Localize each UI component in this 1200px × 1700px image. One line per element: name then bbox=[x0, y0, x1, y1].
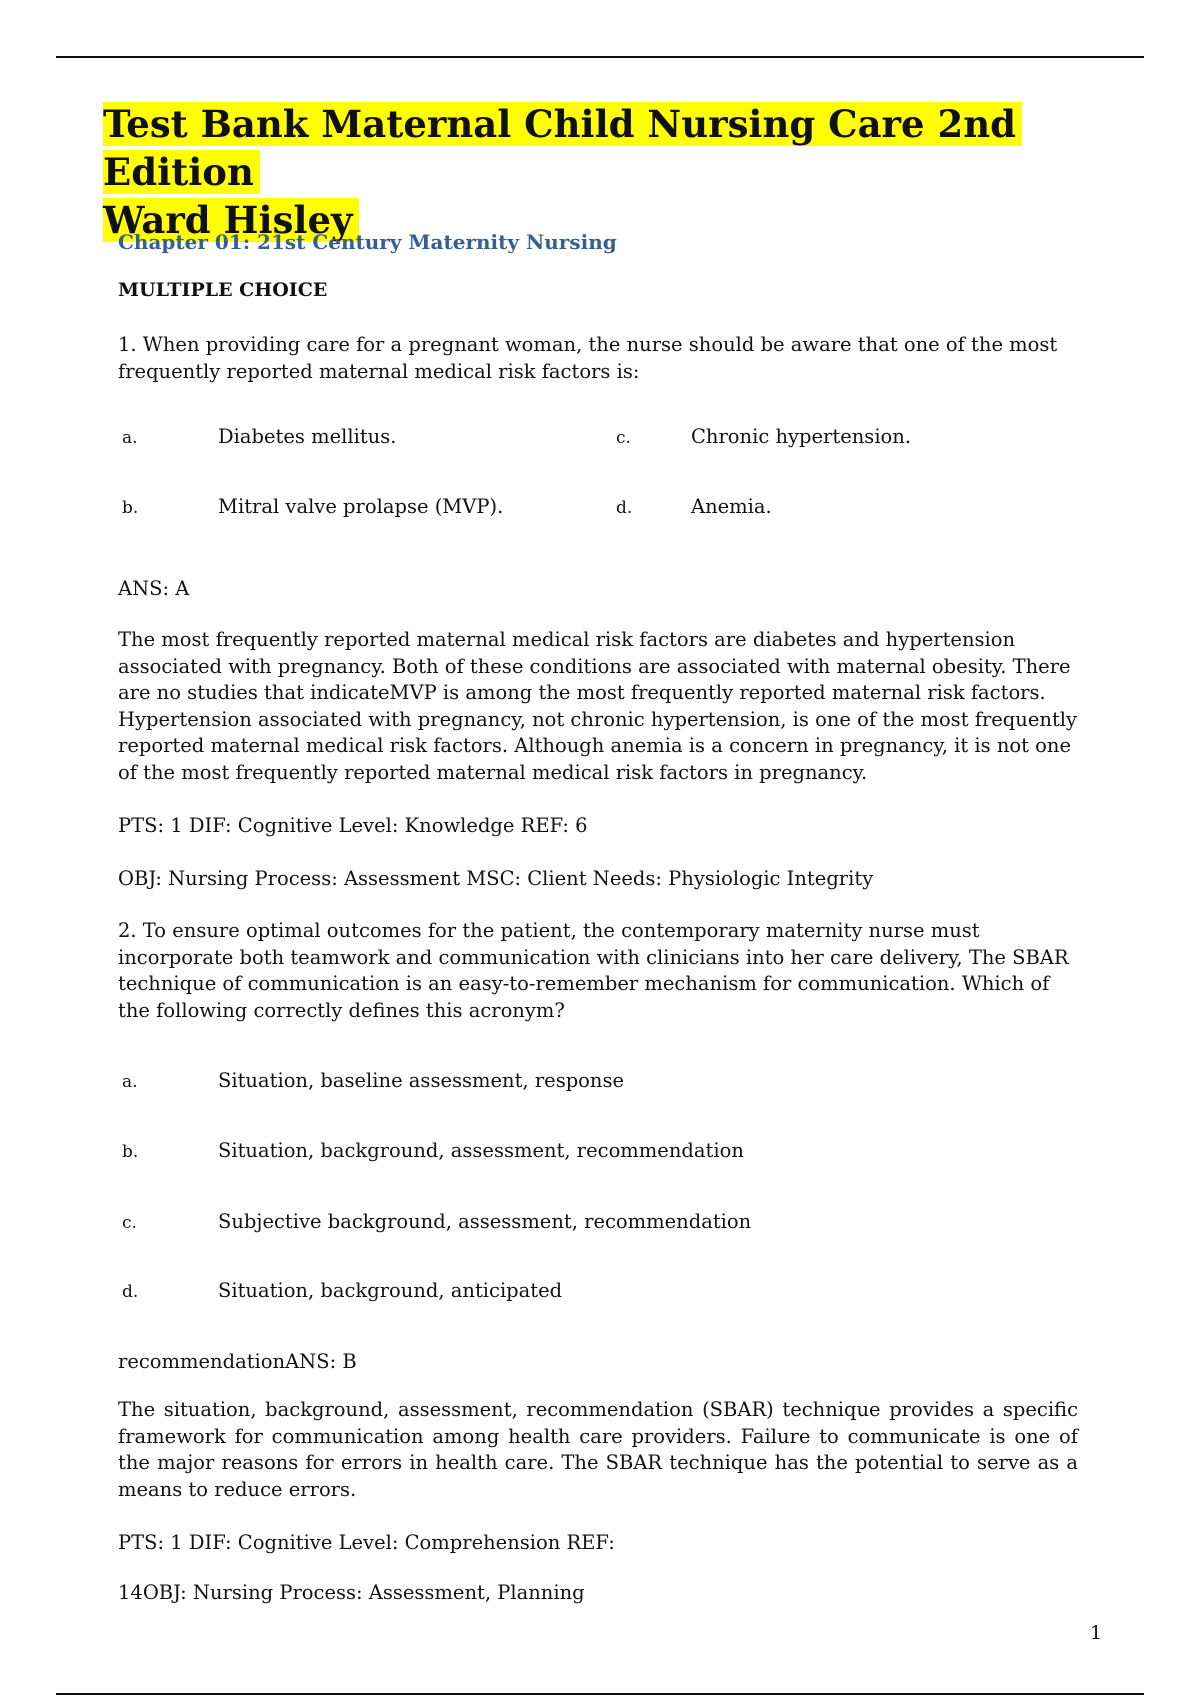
question-1-rationale: The most frequently reported maternal medical risk factors are diabetes and hypertension associated with pregnancy. Both of these conditions are associated with maternal obesity. There are no studies that indicateMVP is among the most frequently reported maternal risk factors. Hypertension associated with pregnancy, not chronic hypertension, is one of the most frequently reported maternal medical risk factors. Although anemia is a concern in pregnancy, it is not one of the most frequently reported maternal medical risk factors in pregnancy. bbox=[118, 628, 1078, 784]
section-heading: MULTIPLE CHOICE bbox=[118, 279, 328, 301]
top-rule bbox=[56, 56, 1144, 58]
question-1-meta-pts: PTS: 1 DIF: Cognitive Level: Knowledge REF: 6 bbox=[118, 814, 588, 837]
q1-option-d-letter: d. bbox=[616, 498, 633, 518]
q2-option-b-text: Situation, background, assessment, recommendation bbox=[218, 1139, 744, 1162]
question-1-answer: ANS: A bbox=[118, 577, 190, 600]
q2-option-c-letter: c. bbox=[122, 1213, 137, 1233]
question-2-meta-pts: PTS: 1 DIF: Cognitive Level: Comprehension REF: bbox=[118, 1531, 615, 1554]
q1-option-a-letter: a. bbox=[122, 428, 138, 448]
title-line-1: Test Bank Maternal Child Nursing Care 2nd Edition bbox=[103, 102, 1022, 194]
q2-option-d-text: Situation, background, anticipated bbox=[218, 1279, 563, 1302]
question-1-stem: 1. When providing care for a pregnant woman, the nurse should be aware that one of the most frequently reported maternal medical risk factors is: bbox=[118, 333, 1058, 383]
document-title bbox=[103, 100, 1103, 244]
q2-option-a-text: Situation, baseline assessment, response bbox=[218, 1069, 625, 1092]
question-2-rationale: The situation, background, assessment, recommendation (SBAR) technique provides a specific framework for communication among health care providers. Failure to communicate is one of the major reasons for errors in health care. The SBAR technique has the potential to serve as a means to reduce errors. bbox=[118, 1398, 1078, 1501]
q1-option-b-letter: b. bbox=[122, 498, 139, 518]
q1-option-d-text: Anemia. bbox=[691, 495, 772, 518]
q2-option-b-letter: b. bbox=[122, 1142, 139, 1162]
q2-option-a-letter: a. bbox=[122, 1072, 138, 1092]
q1-option-c-text: Chronic hypertension. bbox=[691, 425, 912, 448]
question-2-answer: recommendationANS: B bbox=[118, 1350, 357, 1373]
q1-option-a-text: Diabetes mellitus. bbox=[218, 425, 397, 448]
q1-option-b-text: Mitral valve prolapse (MVP). bbox=[218, 495, 504, 518]
title-line-2: Ward Hisley bbox=[103, 198, 359, 242]
page-number: 1 bbox=[1090, 1622, 1103, 1644]
chapter-heading: Chapter 01: 21st Century Maternity Nursing bbox=[118, 230, 617, 254]
question-2-meta-obj: 14OBJ: Nursing Process: Assessment, Planning bbox=[118, 1581, 585, 1604]
q1-option-c-letter: c. bbox=[616, 428, 631, 448]
q2-option-c-text: Subjective background, assessment, recommendation bbox=[218, 1210, 752, 1233]
bottom-rule bbox=[56, 1693, 1144, 1695]
question-2-stem: 2. To ensure optimal outcomes for the patient, the contemporary maternity nurse must incorporate both teamwork and communication with clinicians into her care delivery, The SBAR technique of communication is an easy-to-remember mechanism for communication. Which of the following correctly defines this acronym? bbox=[118, 919, 1069, 1022]
q2-option-d-letter: d. bbox=[122, 1282, 139, 1302]
question-1-meta-obj: OBJ: Nursing Process: Assessment MSC: Client Needs: Physiologic Integrity bbox=[118, 867, 874, 890]
